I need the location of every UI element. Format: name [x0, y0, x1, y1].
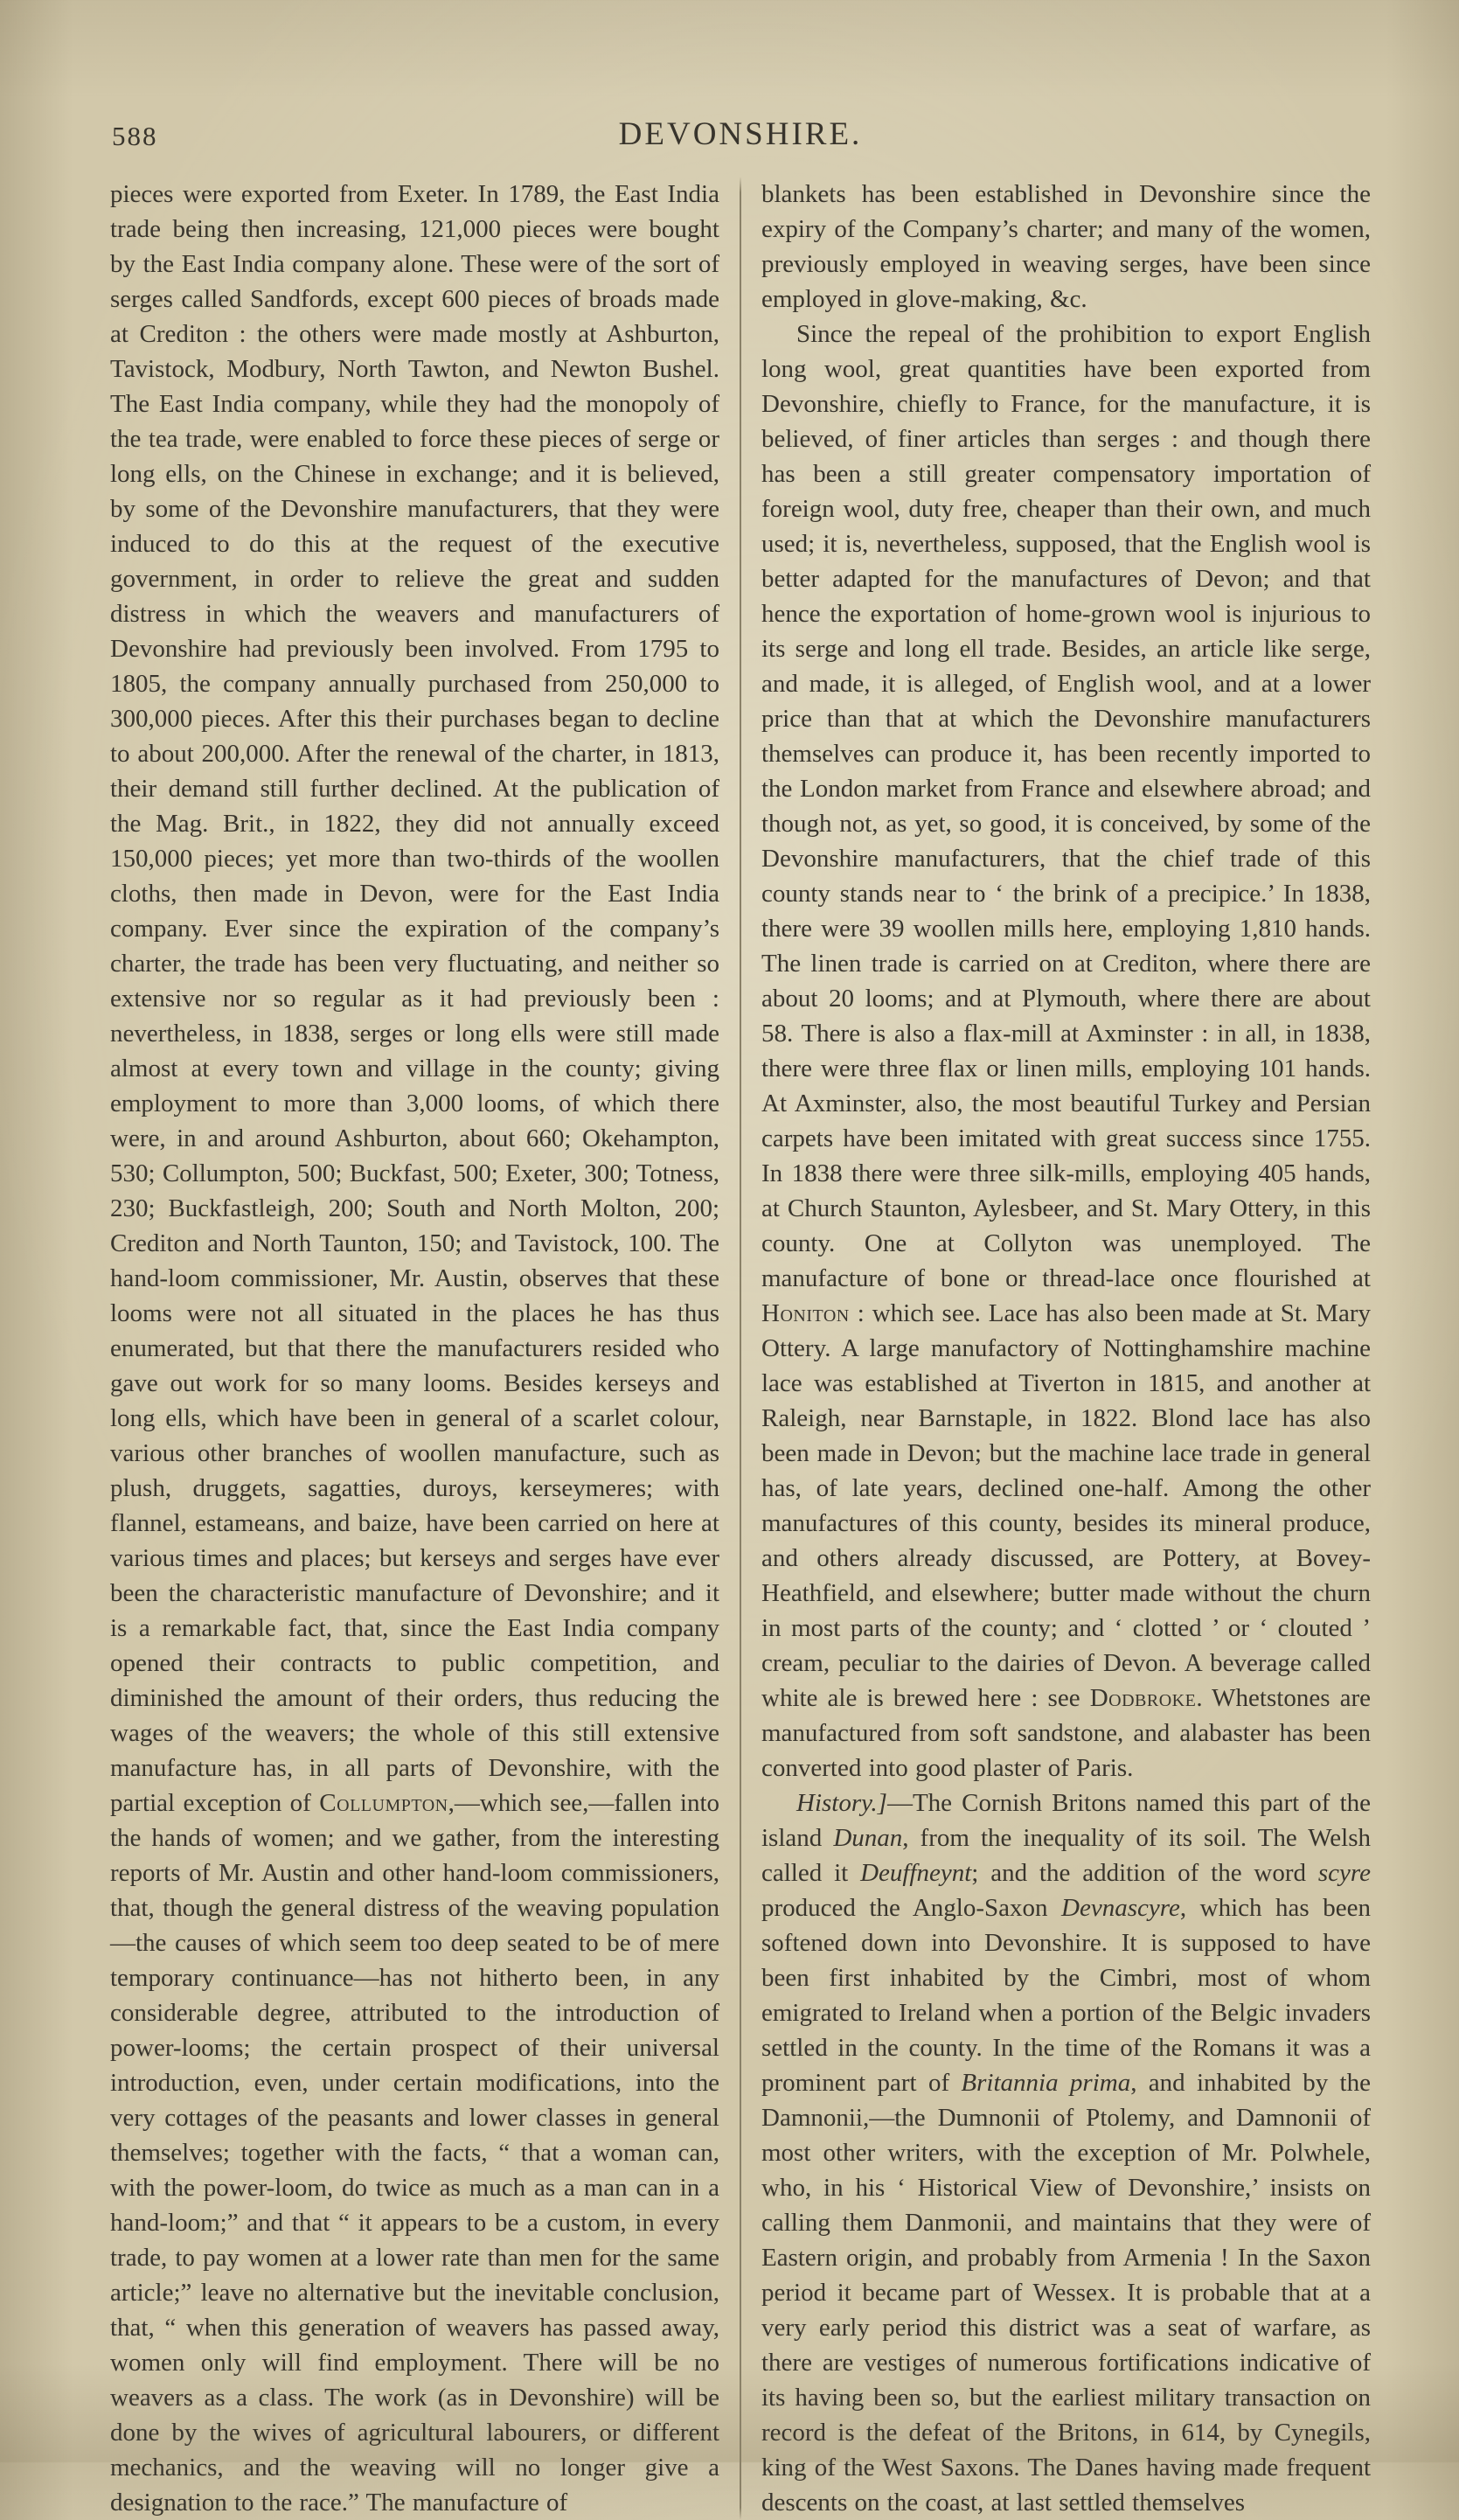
page-content	[110, 112, 1371, 2520]
body-text: ,—which see,—fallen into the hands of women; and we gather, from the interesting reports of Mr. Austin and other hand-loom commissioners, that, though the general distress of the weaving population—the causes of which seem too deep seated to be of mere temporary continuance—has not hitherto been, in any considerable degree, attributed to the introduction of power-looms; the certain prospect of their universal introduction, even, under certain modifications, into the very cottages of the peasants and lower classes in general themselves; together with the facts, “ that a woman can, with the power-loom, do twice as much as a man can in a hand-loom;” and that “ it appears to be a custom, in every trade, to pay women at a lower rate than men for the same article;” leave no alternative but the inevitable conclusion, that, “ when this generation of weavers has passed away, women only will find employment. There will be no weavers as a class. The work (as in Devonshire) will be done by the wives of agricultural labourers, or different mechanics, and the weaving will no longer give a designation to the race.” The manufacture of	[110, 1789, 719, 2517]
small-caps-text: Collumpton	[319, 1789, 448, 1817]
small-caps-text: Dodbroke	[1089, 1684, 1197, 1712]
page-number: 588	[112, 121, 158, 151]
italic-text: Devnascyre	[1061, 1894, 1180, 1922]
page-header	[110, 112, 1371, 163]
paragraph	[761, 1786, 1371, 2520]
body-text: , which has been softened down into Devonshire. It is supposed to have been first inhabited by the Cimbri, most of whom emigrated to Ireland when a portion of the Belgic invaders settled in the county. In the time of the Romans it was a prominent part of	[761, 1894, 1371, 2097]
italic-text: Dunan	[833, 1824, 903, 1852]
paragraph	[761, 177, 1371, 317]
running-title: DEVONSHIRE.	[618, 116, 863, 152]
italic-text: History.]	[796, 1789, 887, 1817]
left-column	[110, 177, 719, 2520]
body-text: Since the repeal of the prohibition to export English long wool, great quantities have been exported from Devonshire, chiefly to France, for the manufacture, it is believed, of finer articles than serges : and though there has been a still greater compensatory importation of foreign wool, duty free, cheaper than their own, and much used; it is, nevertheless, supposed, that the English wool is better adapted for the manufactures of Devon; and that hence the exportation of home-grown wool is injurious to its serge and long ell trade. Besides, an article like serge, and made, it is alleged, of English wool, and at a lower price than that at which the Devonshire manufacturers themselves can produce it, has been recently imported to the London market from France and elsewhere abroad; and though not, as yet, so good, it is conceived, by some of the Devonshire manufacturers, that the chief trade of this county stands near to ‘ the brink of a precipice.’ In 1838, there were 39 woollen mills here, employing 1,810 hands. The linen trade is carried on at Crediton, where there are about 20 looms; and at Plymouth, where there are about 58. There is also a flax-mill at Axminster : in all, in 1838, there were three flax or linen mills, employing 101 hands. At Axminster, also, the most beautiful Turkey and Persian carpets have been imitated with great success since 1755. In 1838 there were three silk-mills, employing 405 hands, at Church Staunton, Aylesbeer, and St. Mary Ottery, in this county. One at Collyton was unemployed. The manufacture of bone or thread-lace once flourished at	[761, 320, 1371, 1292]
column-divider-rule	[740, 177, 741, 2520]
body-text: , from the inequality of its soil. The Welsh called it	[761, 1824, 1372, 1887]
italic-text: scyre	[1317, 1859, 1371, 1887]
italic-text: Britannia prima	[961, 2069, 1131, 2097]
small-caps-text: Honiton	[761, 1299, 850, 1327]
body-text: —The Cornish Britons named this part of the island	[761, 1789, 1371, 1852]
body-text: blankets has been established in Devonshire since the expiry of the Company’s charter; and many of the women, previously employed in weaving serges, have been since employed in glove-making, &c.	[761, 180, 1371, 313]
right-column	[761, 177, 1371, 2520]
italic-text: Deuffneynt	[860, 1859, 972, 1887]
body-text: : which see. Lace has also been made at St. Mary Ottery. A large manufactory of Nottinghamshire machine lace was established at Tiverton in 1815, and another at Raleigh, near Barnstaple, in 1822. Blond lace has also been made in Devon; but the machine lace trade in general has, of late years, declined one-half. Among the other manufactures of this county, besides its mineral produce, and others already discussed, are Pottery, at Bovey-Heathfield, and elsewhere; butter made without the churn in most parts of the county; and ‘ clotted ’ or ‘ clouted ’ cream, peculiar to the dairies of Devon. A beverage called white ale is brewed here : see	[761, 1299, 1371, 1712]
body-text: produced the Anglo-Saxon	[761, 1894, 1062, 1922]
paragraph	[761, 317, 1371, 1786]
body-text: pieces were exported from Exeter. In 1789, the East India trade being then increasing, 121,000 pieces were bought by the East India company alone. These were of the sort of serges called Sandfords, except 600 pieces of broads made at Crediton : the others were made mostly at Ashburton, Tavistock, Modbury, North Tawton, and Newton Bushel. The East India company, while they had the monopoly of the tea trade, were enabled to force these pieces of serge or long ells, on the Chinese in exchange; and it is believed, by some of the Devonshire manufacturers, that they were induced to do this at the request of the executive government, in order to relieve the great and sudden distress in which the weavers and manufacturers of Devonshire had previously been involved. From 1795 to 1805, the company annually purchased from 250,000 to 300,000 pieces. After this their purchases began to decline to about 200,000. After the renewal of the charter, in 1813, their demand still further declined. At the publication of the Mag. Brit., in 1822, they did not annually exceed 150,000 pieces; yet more than two-thirds of the woollen cloths, then made in Devon, were for the East India company. Ever since the expiration of the company’s charter, the trade has been very fluctuating, and neither so extensive nor so regular as it had previously been : nevertheless, in 1838, serges or long ells were still made almost at every town and village in the county; giving employment to more than 3,000 looms, of which there were, in and around Ashburton, about 660; Okehampton, 530; Collumpton, 500; Buckfast, 500; Exeter, 300; Totness, 230; Buckfastleigh, 200; South and North Molton, 200; Crediton and North Taunton, 150; and Tavistock, 100. The hand-loom commissioner, Mr. Austin, observes that these looms were not all situated in the places he has thus enumerated, but that there the manufacturers resided who gave out work for so many looms. Besides kerseys and long ells, which have been in general of a scarlet colour, various other branches of woollen manufacture, such as plush, druggets, sagatties, duroys, kerseymeres; with flannel, estameans, and baize, have been carried on here at various times and places; but kerseys and serges have ever been the characteristic manufacture of Devonshire; and it is a remarkable fact, that, since the East India company opened their contracts to public competition, and diminished the amount of their orders, thus reducing the wages of the weavers; the whole of this still extensive manufacture has, in all parts of Devonshire, with the partial exception of	[110, 180, 719, 1817]
text-body	[110, 177, 1371, 2520]
body-text: ; and the addition of the word	[971, 1859, 1318, 1887]
body-text: , and inhabited by the Damnonii,—the Dumnonii of Ptolemy, and Damnonii of most other writers, with the exception of Mr. Polwhele, who, in his ‘ Historical View of Devonshire,’ insists on calling them Danmonii, and maintains that they were of Eastern origin, and probably from Armenia ! In the Saxon period it became part of Wessex. It is probable that at a very early period this district was a seat of warfare, as there are vestiges of numerous fortifications indicative of its having been so, but the earliest military transaction on record is the defeat of the Britons, in 614, by Cynegils, king of the West Saxons. The Danes having made frequent descents on the coast, at last settled themselves	[761, 2069, 1371, 2517]
paragraph	[110, 177, 719, 2520]
body-text: . Whetstones are manufactured from soft sandstone, and alabaster has been converted into good plaster of Paris.	[761, 1684, 1371, 1782]
